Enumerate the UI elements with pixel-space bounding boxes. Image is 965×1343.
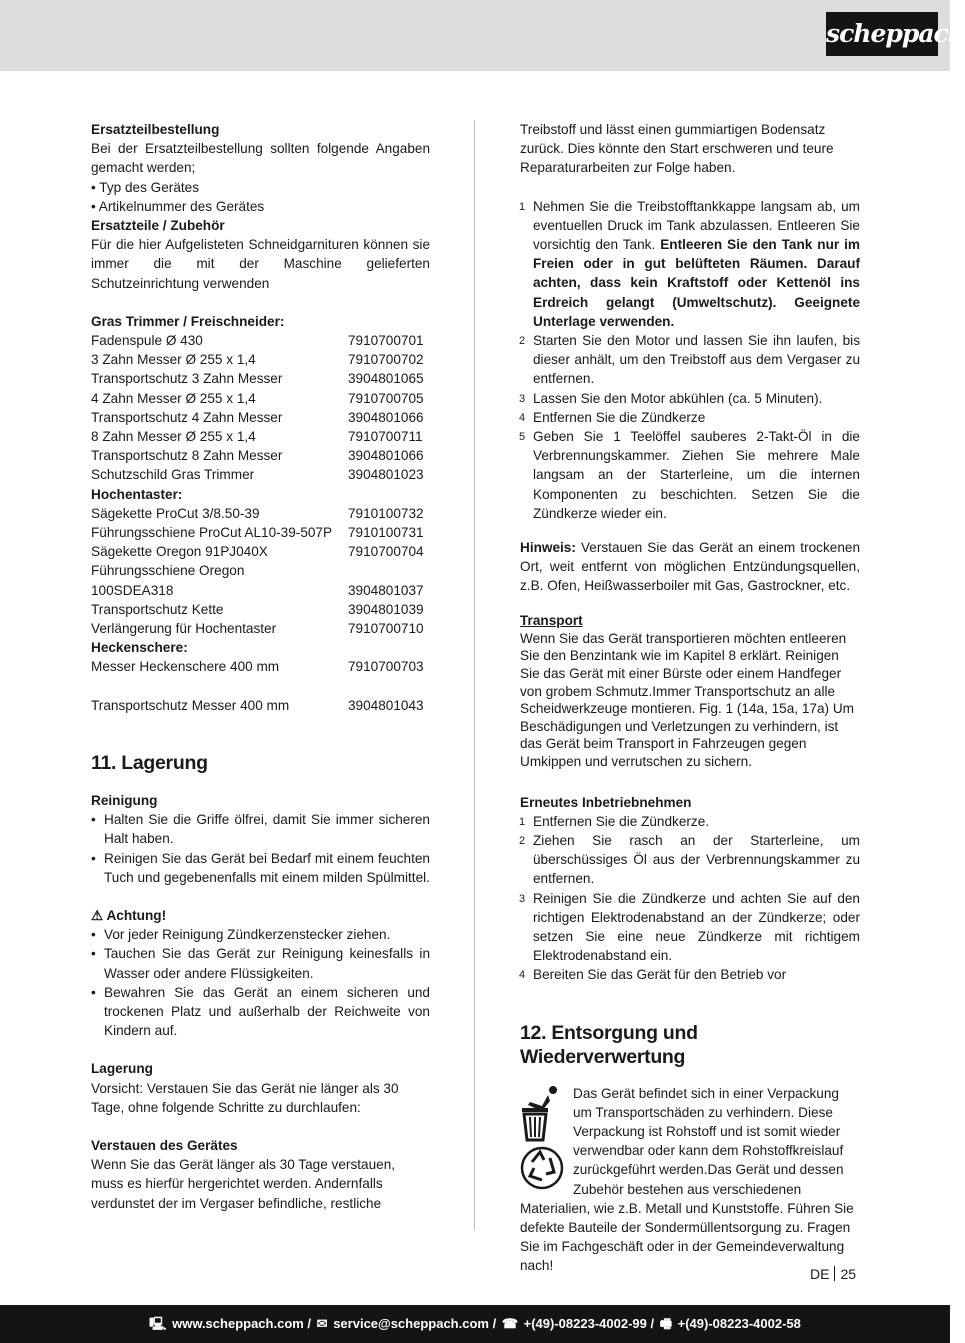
reinigung-list (91, 810, 430, 887)
step-number: 4 (519, 969, 526, 982)
part-number: 7910700711 (348, 429, 423, 445)
part-number: 3904801039 (348, 601, 424, 617)
list-item: • Vor jeder Reinigung Zündkerzenstecker ziehen. (91, 925, 430, 944)
step-number: 3 (519, 892, 526, 905)
hoch-heading: Hochentaster: (91, 486, 183, 502)
step-item (520, 831, 860, 889)
footer-bar (0, 1305, 950, 1343)
step-text: Lassen Sie den Motor abkühlen (ca. 5 Minuten). (533, 390, 823, 406)
part-name: 4 Zahn Messer Ø 255 x 1,4 (91, 390, 256, 406)
part-name: 8 Zahn Messer Ø 255 x 1,4 (91, 429, 256, 445)
part-name: 100SDEA318 (91, 582, 174, 598)
part-number (348, 561, 430, 580)
step-text: Nehmen Sie die Treibstofftankkappe langsam ab, um eventuellen Druck im Tank abzulassen. Entleeren Sie vorsichtig den Tank. (533, 198, 860, 253)
part-row (91, 408, 430, 427)
column-divider (474, 120, 475, 1230)
hecken-heading: Heckenschere: (91, 640, 188, 656)
step-number: 4 (519, 411, 526, 424)
part-number: 7910100732 (348, 505, 424, 521)
part-row (91, 657, 430, 676)
phone-icon: ☎ (501, 1316, 519, 1331)
part-name: Messer Heckenschere 400 mm (91, 659, 280, 675)
part-name: Führungsschiene ProCut AL10-39-507P (91, 525, 333, 541)
list-item: • Halten Sie die Griffe ölfrei, damit Sie immer sicheren Halt haben. (91, 810, 430, 848)
intro-text: Treibstoff und lässt einen gummiartigen Bodensatz zurück. Dies könnte den Start erschweren und teure Reparaturarbeiten zur Folge haben. (520, 122, 834, 176)
part-row (91, 561, 430, 580)
footer-fax: +(49)-08223-4002-58 (677, 1316, 801, 1331)
lagerung-text: Vorsicht: Verstauen Sie das Gerät nie länger als 30 Tage, ohne folgende Schritte zu durchlaufen: (91, 1080, 399, 1115)
step-item (520, 197, 860, 331)
part-row (91, 427, 430, 446)
part-number: 7910100731 (348, 525, 424, 541)
entsorgung-text: Das Gerät befindet sich in einer Verpackung um Transportschäden zu verhindern. Diese Verpackung ist Rohstoff und ist somit wieder verwendbar oder kann dem Rohstoffkreislauf zurückgeführt werden.Das Gerät und dessen Zubehör bestehen aus verschiedenen Materialien, wie z.B. Metall und Kunststoffe. Führen Sie defekte Bauteile der Sondermüllentsorgung zu. Fragen Sie im Fachgeschäft oder in der Gemeindeverwaltung nach! (520, 1085, 854, 1274)
list-item: • Reinigen Sie das Gerät bei Bedarf mit einem feuchten Tuch und gegebenenfalls mit einem milden Spülmittel. (91, 849, 430, 887)
transport-heading: Transport (520, 612, 583, 628)
storage-steps (520, 197, 860, 523)
ersatz-text: Bei der Ersatzteilbestellung sollten folgende Angaben gemacht werden; (91, 141, 430, 176)
list-item: • Tauchen Sie das Gerät zur Reinigung keinesfalls in Wasser oder andere Flüssigkeiten. (91, 944, 430, 982)
step-text: Entfernen Sie die Zündkerze (533, 409, 706, 425)
part-row (91, 504, 430, 523)
section-heading-11: 11. Lagerung (91, 751, 208, 774)
erneut-heading: Erneutes Inbetriebnehmen (520, 794, 692, 810)
step-number: 3 (519, 392, 526, 405)
step-text: Starten Sie den Motor und lassen Sie ihn laufen, bis dieser anhält, um den Treibstoff aus dem Vergaser zu entfernen. (533, 333, 860, 387)
ersatz-bullet: • Typ des Gerätes (91, 179, 200, 195)
list-item: • Bewahren Sie das Gerät an einem sicheren und trockenen Platz und außerhalb der Reichweite von Kindern auf. (91, 983, 430, 1041)
step-warning: Entleeren Sie den Tank nur im Freien oder in gut belüfteten Räumen. Darauf achten, dass kein Kraftstoff oder Kettenöl ins Erdreich gelangt (Umweltschutz). Geeignete Unterlage verwenden. (533, 237, 860, 329)
section-heading-12: 12. Entsorgung und Wiederverwertung (520, 1021, 698, 1068)
part-row (91, 542, 430, 561)
step-item (520, 812, 860, 831)
disposal-block (520, 1084, 860, 1276)
step-item (520, 331, 860, 389)
part-number: 7910700704 (348, 544, 424, 560)
page-lang: DE (810, 1266, 830, 1282)
page-number (810, 1265, 856, 1284)
part-row (91, 446, 430, 465)
part-number: 7910700705 (348, 390, 424, 406)
part-row (91, 581, 430, 600)
part-name: Transportschutz 4 Zahn Messer (91, 409, 283, 425)
part-name: Transportschutz 8 Zahn Messer (91, 448, 283, 464)
ersatz-bullet: • Artikelnummer des Gerätes (91, 198, 265, 214)
step-item (520, 408, 860, 427)
part-number: 3904801023 (348, 467, 424, 483)
step-text: Entfernen Sie die Zündkerze. (533, 813, 710, 829)
step-text: Bereiten Sie das Gerät für den Betrieb vor (533, 967, 787, 983)
part-number: 3904801065 (348, 371, 424, 387)
part-row (91, 523, 430, 542)
right-column (520, 120, 860, 1276)
part-name: Transportschutz Messer 400 mm (91, 697, 290, 713)
part-row (91, 465, 430, 484)
part-row (91, 331, 430, 350)
computer-icon: 🖳 (149, 1316, 167, 1331)
step-item (520, 965, 860, 984)
achtung-heading: ⚠ Achtung! (91, 907, 167, 923)
zubehoer-text: Für die hier Aufgelisteten Schneidgarnituren können sie immer die mit der Maschine gelieferten Schutzeinrichtung verwenden (91, 237, 430, 291)
part-number: 7910700703 (348, 659, 424, 675)
part-number: 7910700702 (348, 352, 424, 368)
verstauen-heading: Verstauen des Gerätes (91, 1137, 238, 1153)
part-row (91, 389, 430, 408)
zubehoer-heading: Ersatzteile / Zubehör (91, 218, 225, 234)
part-name: Sägekette Oregon 91PJ040X (91, 544, 268, 560)
restart-steps (520, 812, 860, 985)
step-number: 5 (519, 431, 526, 444)
lagerung-heading: Lagerung (91, 1061, 153, 1077)
step-number: 1 (519, 815, 526, 828)
brand-logo-text: scheppach (826, 19, 965, 48)
part-name: Schutzschild Gras Trimmer (91, 467, 255, 483)
part-name: 3 Zahn Messer Ø 255 x 1,4 (91, 352, 256, 368)
step-item (520, 427, 860, 523)
hinweis (520, 538, 860, 596)
part-row (91, 696, 430, 715)
header-bar (0, 0, 965, 71)
verstauen-text: Wenn Sie das Gerät länger als 30 Tage verstauen, muss es hierfür hergerichtet werden. Andernfalls verdunstet der im Vergaser befindliche, restliche (91, 1157, 396, 1211)
step-item (520, 889, 860, 966)
mail-icon: ✉ (316, 1316, 328, 1331)
step-number: 2 (519, 835, 526, 848)
hinweis-label: Hinweis: (520, 540, 576, 556)
part-number: 7910700701 (348, 333, 424, 349)
page-num: 25 (840, 1266, 857, 1282)
part-number: 7910700710 (348, 621, 424, 637)
footer-phone: +(49)-08223-4002-99 / (523, 1316, 655, 1331)
gras-heading: Gras Trimmer / Freischneider: (91, 313, 285, 329)
part-name: Fadenspule Ø 430 (91, 333, 203, 349)
transport-text: Wenn Sie das Gerät transportieren möchten entleeren Sie den Benzintank wie im Kapitel 8 erklärt. Reinigen Sie das Gerät mit einer Bürste oder einem Handfeger von grobem Schmutz.Immer Transportschutz an alle Scheidwerkzeuge montieren. Fig. 1 (14a, 15a, 17a) Um Beschädigungen und Verletzungen zu verhindern, ist das Gerät beim Transport in Fahrzeugen gegen Umkippen und verrutschen zu sichern. (520, 630, 854, 770)
part-number: 3904801066 (348, 448, 424, 464)
step-number: 1 (519, 200, 526, 213)
footer-web: www.scheppach.com / (172, 1316, 312, 1331)
part-name: Verlängerung für Hochentaster (91, 621, 277, 637)
parts-list (91, 312, 430, 715)
part-number: 3904801043 (348, 697, 424, 713)
part-name: Führungsschiene Oregon (91, 563, 245, 579)
part-row (91, 369, 430, 388)
step-item (520, 389, 860, 408)
reinigung-heading: Reinigung (91, 792, 158, 808)
step-text: Ziehen Sie rasch an der Starterleine, um überschüssiges Öl aus der Verbrennungskammer zu entfernen. (533, 833, 860, 887)
part-number: 3904801066 (348, 409, 424, 425)
brand-logo (826, 12, 965, 56)
part-row (91, 619, 430, 638)
hinweis-text: Verstauen Sie das Gerät an einem trockenen Ort, weit entfernt von möglichen Entzündungsquellen, z.B. Ofen, Heißwasserboiler mit Gas, Gastrockner, etc. (520, 540, 860, 594)
part-name: Transportschutz Kette (91, 601, 224, 617)
part-row (91, 350, 430, 369)
step-text: Geben Sie 1 Teelöffel sauberes 2-Takt-Öl in die Verbrennungskammer. Ziehen Sie mehrere Male langsam an der Starterleine, um die internen Komponenten zu beschichten. Setzen Sie die Zündkerze wieder ein. (533, 429, 860, 521)
step-text: Reinigen Sie die Zündkerze und achten Sie auf den richtigen Elektrodenabstand an der Zündkerze; oder setzen Sie eine neue Zündkerze mit richtigem Elektrodenabstand ein. (533, 890, 860, 964)
part-name: Sägekette ProCut 3/8.50-39 (91, 505, 260, 521)
achtung-list (91, 925, 430, 1040)
step-number: 2 (519, 335, 526, 348)
part-number: 3904801037 (348, 582, 424, 598)
footer-mail: service@scheppach.com / (333, 1316, 497, 1331)
part-row (91, 600, 430, 619)
ersatz-heading: Ersatzteilbestellung (91, 122, 220, 137)
part-name: Transportschutz 3 Zahn Messer (91, 371, 283, 387)
fax-icon: 🖷 (659, 1316, 672, 1331)
left-column (91, 120, 430, 1213)
